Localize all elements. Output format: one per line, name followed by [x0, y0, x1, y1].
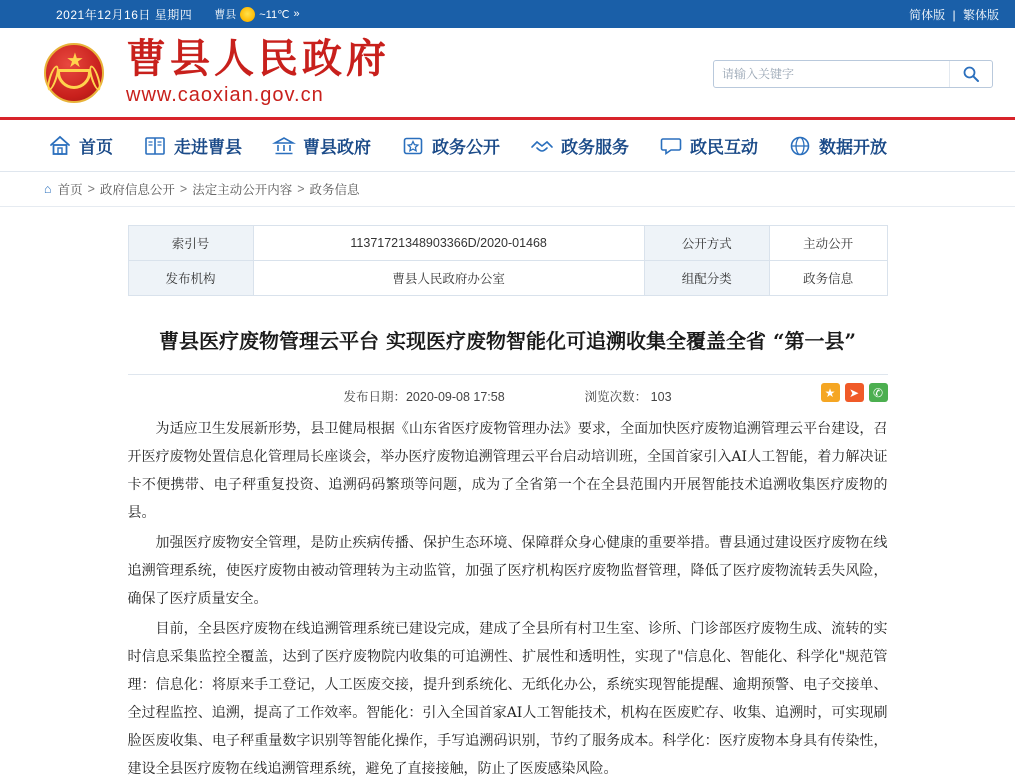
document-meta-table	[128, 225, 888, 296]
rss-icon[interactable]: ➤	[845, 383, 864, 402]
publish-date-value: 2020-09-08 17:58	[405, 390, 505, 404]
lang-traditional[interactable]: 繁体版	[962, 7, 999, 22]
views-label: 浏览次数：	[584, 390, 648, 404]
publish-date-label: 发布日期：	[343, 390, 406, 404]
meta-label-disclosure-method: 公开方式	[644, 226, 769, 261]
wechat-icon[interactable]: ✆	[869, 383, 888, 402]
lang-divider: |	[952, 7, 956, 22]
nav-item-about[interactable]	[143, 133, 242, 158]
article-paragraph: 加强医疗废物安全管理，是防止疾病传播、保护生态环境、保障群众身心健康的重要举措。曹县通过建设医疗废物在线追溯管理系统，使医疗废物由被动管理转为主动监管，加强了医疗机构医疗废物监督管理，降低了医疗废物流转丢失风险，确保了医疗质量安全。	[127, 535, 888, 607]
nav-item-open-data[interactable]	[788, 133, 887, 158]
current-date: 2021年12月16日 星期四	[56, 7, 193, 22]
breadcrumb-item-2[interactable]: 法定主动公开内容	[192, 183, 293, 197]
article-paragraph: 为适应卫生发展新形势，县卫健局根据《山东省医疗废物管理办法》要求，全面加快医疗废物追溯管理云平台建设，召开医疗废物处置信息化管理局长座谈会，举办医疗废物追溯管理云平台启动培训班，全国首家引入AI人工智能，着力解决证卡不便携带、电子秤重复投资、追溯码码繁琐等问题，成为了全省第一个在全县范围内开展智能技术追溯收集医疗废物的县。	[127, 421, 888, 521]
meta-value-category: 政务信息	[769, 261, 887, 296]
publish-date-block	[343, 387, 504, 405]
weather-city: 曹县	[214, 9, 237, 21]
nav-label: 政务服务	[561, 138, 629, 158]
views-block	[585, 387, 672, 405]
nav-label: 数据开放	[819, 138, 887, 158]
breadcrumb-item-0[interactable]: 首页	[57, 183, 83, 197]
top-utility-bar	[0, 0, 1015, 28]
site-header	[0, 28, 1015, 120]
bank-icon	[272, 134, 296, 158]
sun-icon	[240, 7, 255, 22]
weather-arrow: »	[293, 8, 300, 20]
nav-label: 政务公开	[432, 138, 500, 158]
views-count: 103	[650, 390, 672, 404]
page-title: 曹县医疗废物管理云平台 实现医疗废物智能化可追溯收集全覆盖全省 “第一县”	[128, 326, 888, 375]
nav-item-government[interactable]	[272, 133, 371, 158]
chat-icon	[659, 134, 683, 158]
meta-label-index: 索引号	[128, 226, 253, 261]
search-input[interactable]	[714, 61, 949, 87]
breadcrumb-separator: >	[179, 182, 188, 196]
favorite-icon[interactable]: ★	[821, 383, 840, 402]
breadcrumb-separator: >	[87, 182, 95, 196]
handshake-icon	[530, 134, 554, 158]
breadcrumb-item-3[interactable]: 政务信息	[309, 183, 360, 197]
nav-label: 走进曹县	[174, 138, 242, 158]
nav-label: 曹县政府	[303, 138, 371, 158]
article-container	[128, 207, 888, 783]
weather-widget[interactable]	[214, 6, 299, 22]
nav-item-home[interactable]	[48, 133, 113, 158]
nav-label: 首页	[79, 138, 113, 158]
site-name: 曹县人民政府	[126, 35, 390, 82]
national-emblem-icon: ★	[40, 39, 108, 107]
weather-temp: ~11℃	[259, 8, 290, 21]
nav-item-interaction[interactable]	[659, 133, 758, 158]
nav-label: 政民互动	[690, 138, 758, 158]
star-box-icon	[401, 134, 425, 158]
meta-label-category: 组配分类	[644, 261, 769, 296]
article-paragraph: 目前，全县医疗废物在线追溯管理系统已建设完成，建成了全县所有村卫生室、诊所、门诊部医疗废物生成、流转的实时信息采集监控全覆盖，达到了医疗废物院内收集的可追溯性、扩展性和透明性，实现了"信息化、智能化、科学化"规范管理：信息化：将原来手工登记，人工医废交接，提升到系统化、无纸化办公，系统实现智能提醒、逾期预警、电子交接单、全过程监控、追溯，提高了工作效率。智能化：引入全国首家AI人工智能技术，机构在医废贮存、收集、追溯时，可实现刷脸医废收集、电子秤重量数字识别等智能化操作，手写追溯码识别，节约了服务成本。科学化：医疗废物本身具有传染性，建设全县医疗废物在线追溯管理系统，避免了直接接触，防止了医废感染风险。	[127, 621, 888, 777]
globe-icon	[788, 134, 812, 158]
breadcrumb	[0, 172, 1015, 207]
nav-item-services[interactable]	[530, 133, 629, 158]
main-navigation	[0, 120, 1015, 172]
search-button[interactable]	[949, 61, 992, 87]
site-title-block	[126, 35, 390, 107]
breadcrumb-item-1[interactable]: 政府信息公开	[99, 183, 175, 197]
search-icon	[962, 65, 980, 83]
meta-value-disclosure-method: 主动公开	[769, 226, 887, 261]
share-buttons	[821, 383, 888, 402]
book-icon	[143, 134, 167, 158]
site-url: www.caoxian.gov.cn	[126, 84, 324, 106]
home-icon: ⌂	[44, 182, 52, 196]
meta-label-issuing-agency: 发布机构	[128, 261, 253, 296]
nav-item-open-government[interactable]	[401, 133, 500, 158]
meta-value-issuing-agency: 曹县人民政府办公室	[253, 261, 644, 296]
meta-value-index: 11371721348903366D/2020-01468	[253, 226, 644, 261]
article-body	[128, 415, 888, 783]
search-box[interactable]	[713, 60, 993, 88]
article-info-bar	[128, 375, 888, 415]
home-icon	[48, 134, 72, 158]
language-switcher	[909, 6, 999, 23]
lang-simplified[interactable]: 简体版	[909, 7, 946, 22]
breadcrumb-separator: >	[297, 182, 305, 196]
table-row	[128, 261, 887, 296]
table-row	[128, 226, 887, 261]
